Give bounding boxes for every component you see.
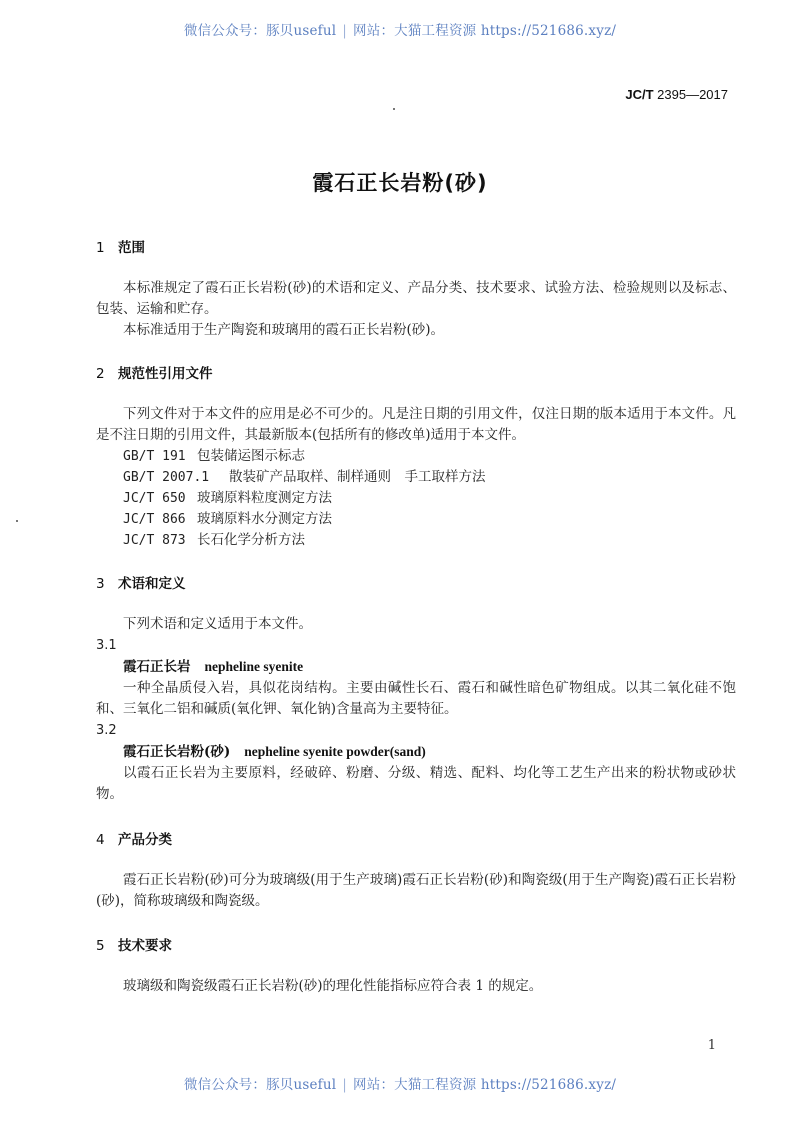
paragraph: 霞石正长岩粉(砂)可分为玻璃级(用于生产玻璃)霞石正长岩粉(砂)和陶瓷级(用于生产陶瓷)霞石正长岩粉(砂)，简称玻璃级和陶瓷级。	[96, 872, 736, 909]
term-heading: 霞石正长岩粉(砂) nepheline syenite powder(sand)	[123, 744, 426, 760]
section-heading: 5 技术要求	[96, 938, 172, 954]
document-title: 霞石正长岩粉(砂)	[312, 171, 488, 195]
section-heading: 1 范围	[96, 240, 145, 256]
section-technical-requirements	[96, 934, 736, 997]
paragraph: 下列文件对于本文件的应用是必不可少的。凡是注日期的引用文件，仅注日期的版本适用于本文件。凡是不注日期的引用文件，其最新版本(包括所有的修改单)适用于本文件。	[96, 406, 736, 443]
term-heading: 霞石正长岩 nepheline syenite	[123, 659, 304, 675]
watermark-wechat: 微信公众号：豚贝useful	[183, 1077, 337, 1093]
watermark-top	[0, 19, 800, 39]
reference-item: GB/T 2007.1 散装矿产品取样、制样通则 手工取样方法	[123, 469, 486, 485]
paragraph: 玻璃级和陶瓷级霞石正长岩粉(砂)的理化性能指标应符合表 1 的规定。	[123, 978, 543, 994]
section-heading: 2 规范性引用文件	[96, 366, 213, 382]
watermark-website: 网站：大猫工程资源 https://521686.xyz/	[353, 23, 617, 39]
section-scope	[96, 236, 736, 341]
section-heading: 4 产品分类	[96, 832, 172, 848]
paragraph: 下列术语和定义适用于本文件。	[123, 616, 312, 632]
reference-item: GB/T 191 包装储运图示标志	[123, 448, 305, 464]
section-product-classification	[96, 828, 736, 912]
standard-number: 2395—2017	[657, 87, 728, 102]
reference-item: JC/T 650 玻璃原料粒度测定方法	[123, 490, 332, 506]
paragraph: 本标准规定了霞石正长岩粉(砂)的术语和定义、产品分类、技术要求、试验方法、检验规则以及标志、包装、运输和贮存。	[96, 280, 736, 317]
section-normative-references	[96, 362, 736, 551]
watermark-bottom	[0, 1073, 800, 1093]
standard-prefix: JC/T	[625, 87, 654, 102]
watermark-website: 网站：大猫工程资源 https://521686.xyz/	[353, 1077, 617, 1093]
term-number: 3.1	[96, 638, 117, 653]
paragraph: 本标准适用于生产陶瓷和玻璃用的霞石正长岩粉(砂)。	[123, 322, 445, 338]
term-definition: 以霞石正长岩为主要原料，经破碎、粉磨、分级、精选、配料、均化等工艺生产出来的粉状物或砂状物。	[96, 765, 736, 802]
term-definition: 一种全晶质侵入岩，具似花岗结构。主要由碱性长石、霞石和碱性暗色矿物组成。以其二氧化硅不饱和、三氧化二铝和碱质(氧化钾、氧化钠)含量高为主要特征。	[96, 680, 736, 717]
watermark-wechat: 微信公众号：豚贝useful	[183, 23, 337, 39]
standard-code	[625, 87, 728, 102]
reference-item: JC/T 866 玻璃原料水分测定方法	[123, 511, 332, 527]
watermark-separator: |	[342, 1077, 348, 1093]
reference-item: JC/T 873 长石化学分析方法	[123, 532, 305, 548]
watermark-separator: |	[342, 23, 348, 39]
section-terms-definitions	[96, 572, 736, 805]
section-heading: 3 术语和定义	[96, 576, 186, 592]
scan-dot	[393, 108, 395, 110]
page-number: 1	[707, 1038, 716, 1053]
scan-dot	[16, 520, 18, 522]
term-number: 3.2	[96, 723, 117, 738]
